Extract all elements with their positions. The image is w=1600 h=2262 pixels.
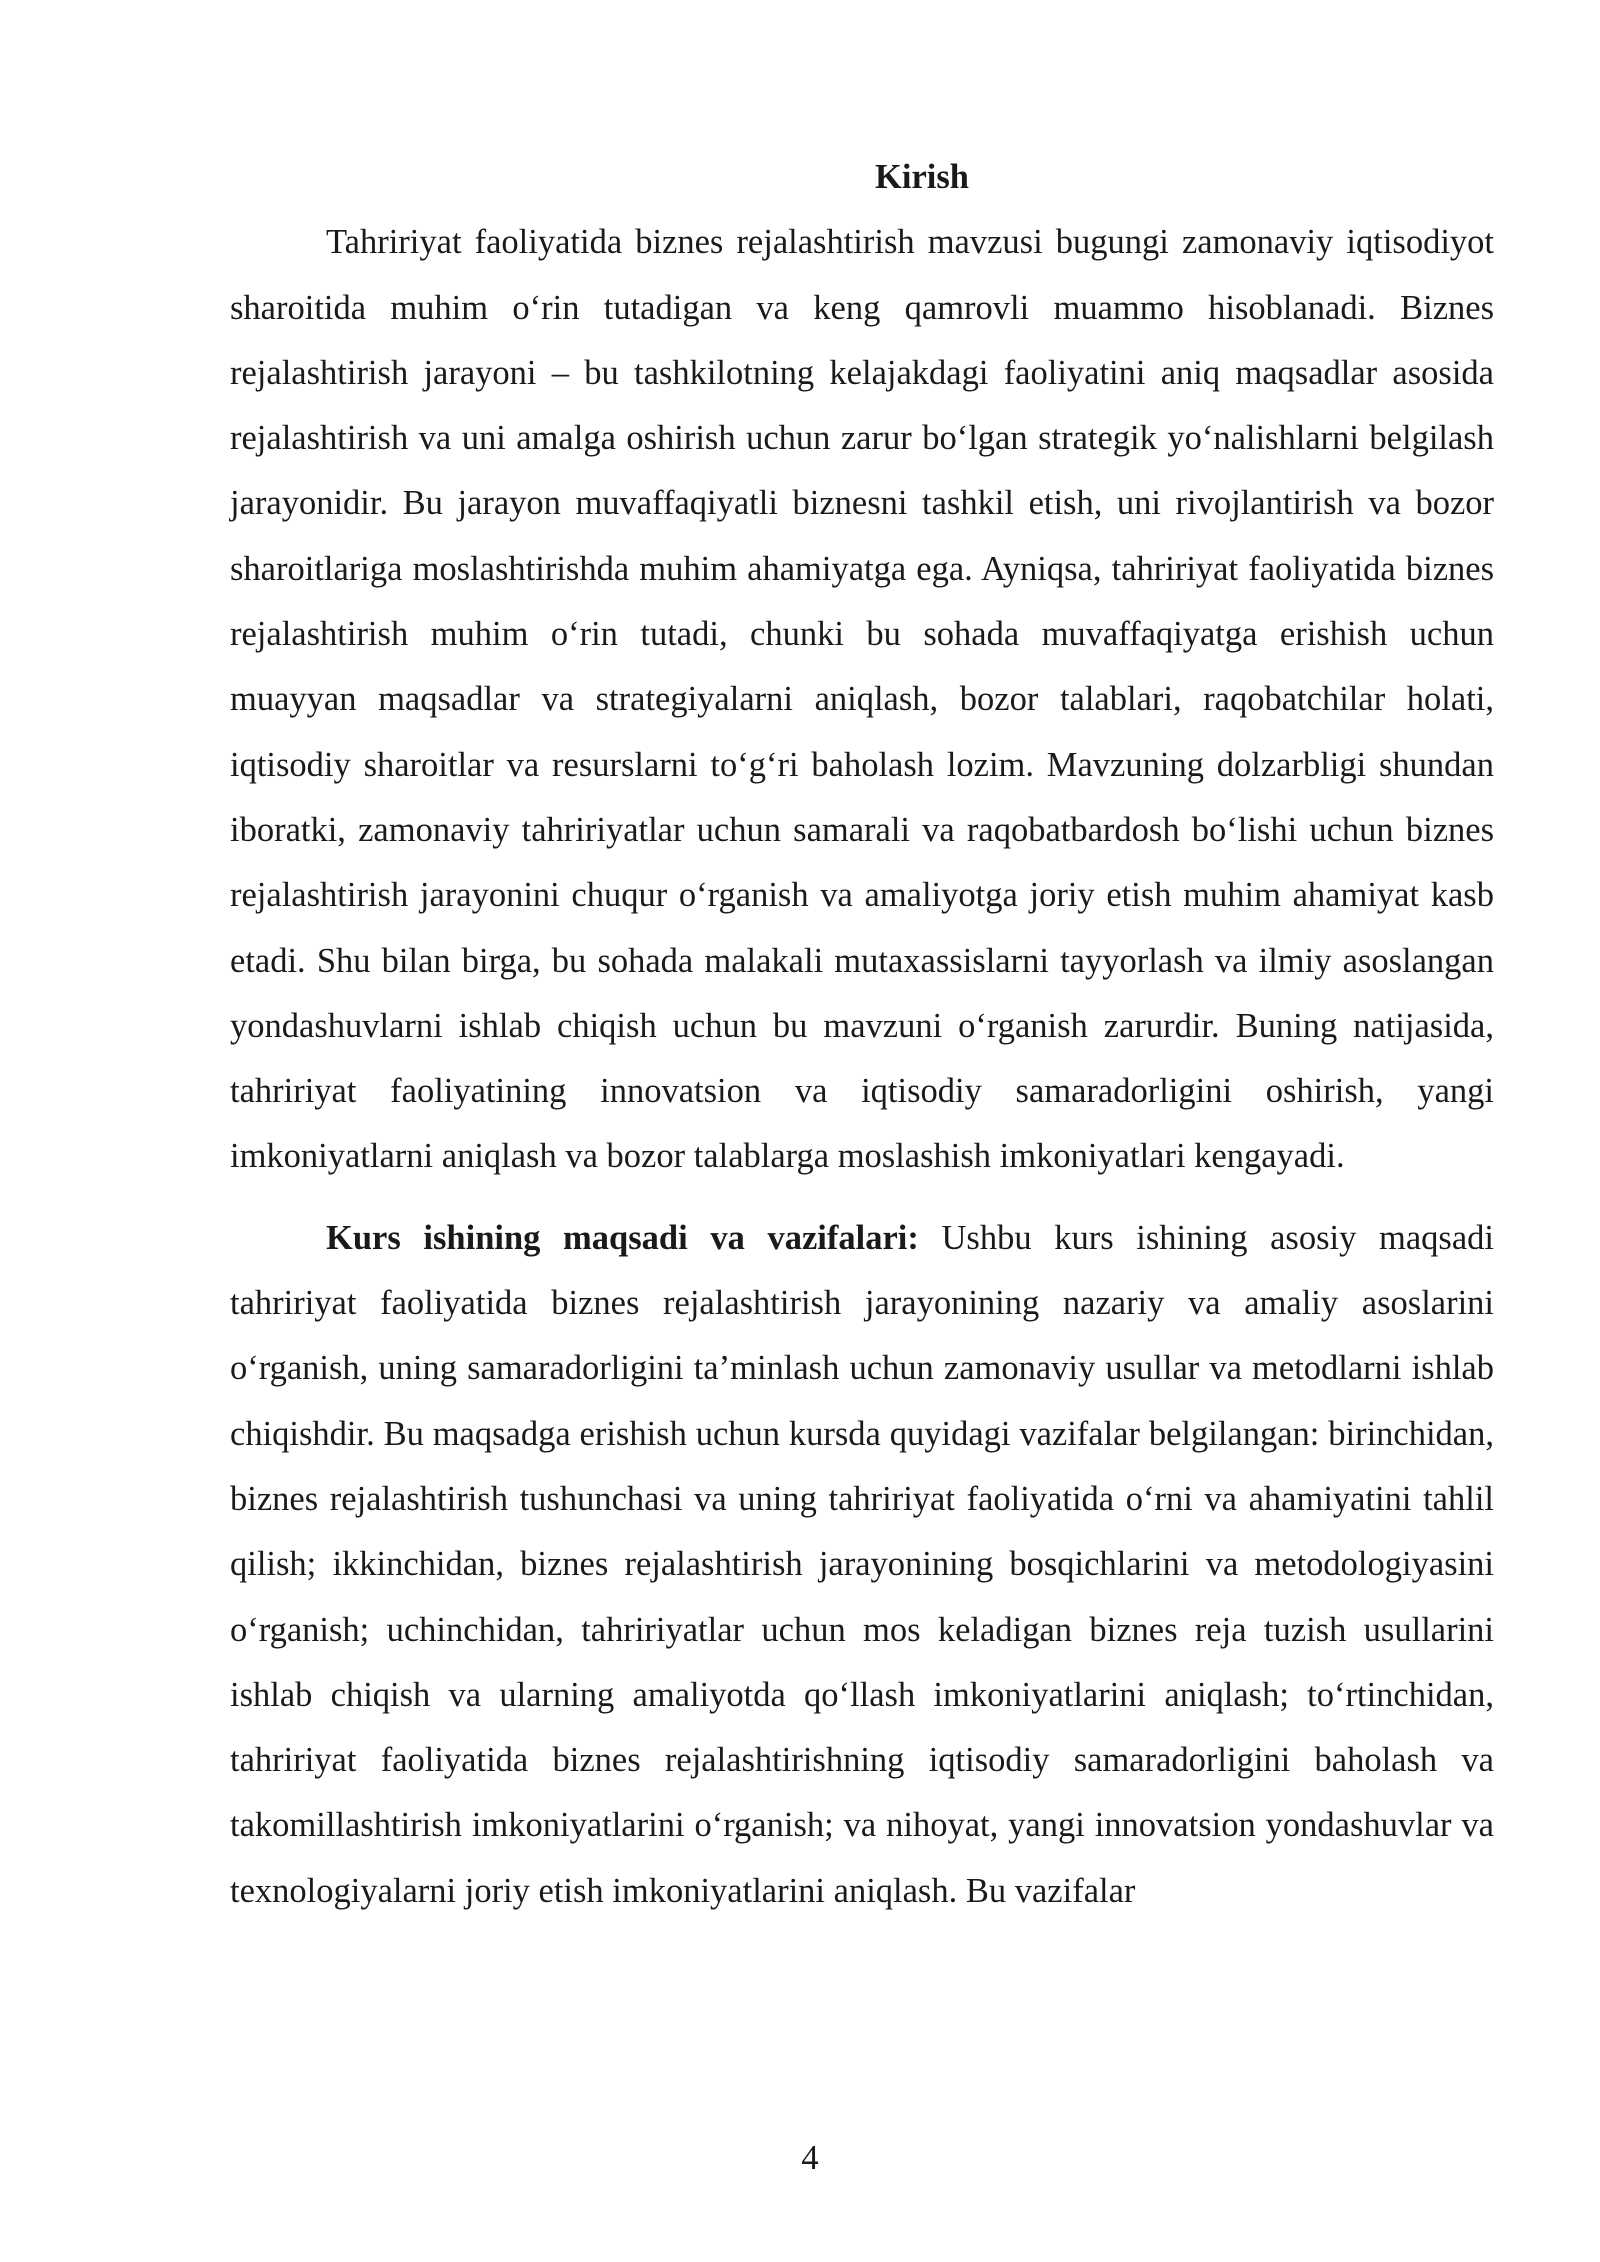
intro-paragraph: Tahririyat faoliyatida biznes rejalashtirish mavzusi bugungi zamonaviy iqtisodiyot sharoitida muhim o‘rin tutadigan va keng qamrovli muammo hisoblanadi. Biznes rejalashtirish jarayoni – bu tashkilotning kelajakdagi faoliyatini aniq maqsadlar asosida rejalashtirish va uni amalga oshirish uchun zarur bo‘lgan strategik yo‘nalishlarni belgilash jarayonidir. Bu jarayon muvaffaqiyatli biznesni tashkil etish, uni rivojlantirish va bozor sharoitlariga moslashtirishda muhim ahamiyatga ega. Ayniqsa, tahririyat faoliyatida biznes rejalashtirish muhim o‘rin tutadi, chunki bu sohada muvaffaqiyatga erishish uchun muayyan maqsadlar va strategiyalarni aniqlash, bozor talablari, raqobatchilar holati, iqtisodiy sharoitlar va resurslarni to‘g‘ri baholash lozim. Mavzuning dolzarbligi shundan iboratki, zamonaviy tahririyatlar uchun samarali va raqobatbardosh bo‘lishi uchun biznes rejalashtirish jarayonini chuqur o‘rganish va amaliyotga joriy etish muhim ahamiyat kasb etadi. Shu bilan birga, bu sohada malakali mutaxassislarni tayyorlash va ilmiy asoslangan yondashuvlarni ishlab chiqish uchun bu mavzuni o‘rganish zarurdir. Buning natijasida, tahririyat faoliyatining innovatsion va iqtisodiy samaradorligini oshirish, yangi imkoniyatlarni aniqlash va bozor talablarga moslashish imkoniyatlari kengayadi. [230, 223, 1494, 1176]
goals-paragraph-lead: Kurs ishining maqsadi va vazifalari: [326, 1218, 919, 1257]
goals-paragraph-body: Ushbu kurs ishining asosiy maqsadi tahririyat faoliyatida biznes rejalashtirish jarayonining nazariy va amaliy asoslarini o‘rganish, uning samaradorligini ta’minlash uchun zamonaviy usullar va metodlarni ishlab chiqishdir. Bu maqsadga erishish uchun kursda quyidagi vazifalar belgilangan: birinchidan, biznes rejalashtirish tushunchasi va uning tahririyat faoliyatida o‘rni va ahamiyatini tahlil qilish; ikkinchidan, biznes rejalashtirish jarayonining bosqichlarini va metodologiyasini o‘rganish; uchinchidan, tahririyatlar uchun mos keladigan biznes reja tuzish usullarini ishlab chiqish va ularning amaliyotda qo‘llash imkoniyatlarini aniqlash; to‘rtinchidan, tahririyat faoliyatida biznes rejalashtirishning iqtisodiy samaradorligini baholash va takomillashtirish imkoniyatlarini o‘rganish; va nihoyat, yangi innovatsion yondashuvlar va texnologiyalarni joriy etish imkoniyatlarini aniqlash. Bu vazifalar [230, 1218, 1494, 1910]
page-body [230, 145, 1494, 1924]
section-heading: Kirish [875, 158, 969, 196]
page-number: 4 [801, 2139, 819, 2177]
goals-paragraph [230, 1206, 1494, 1924]
